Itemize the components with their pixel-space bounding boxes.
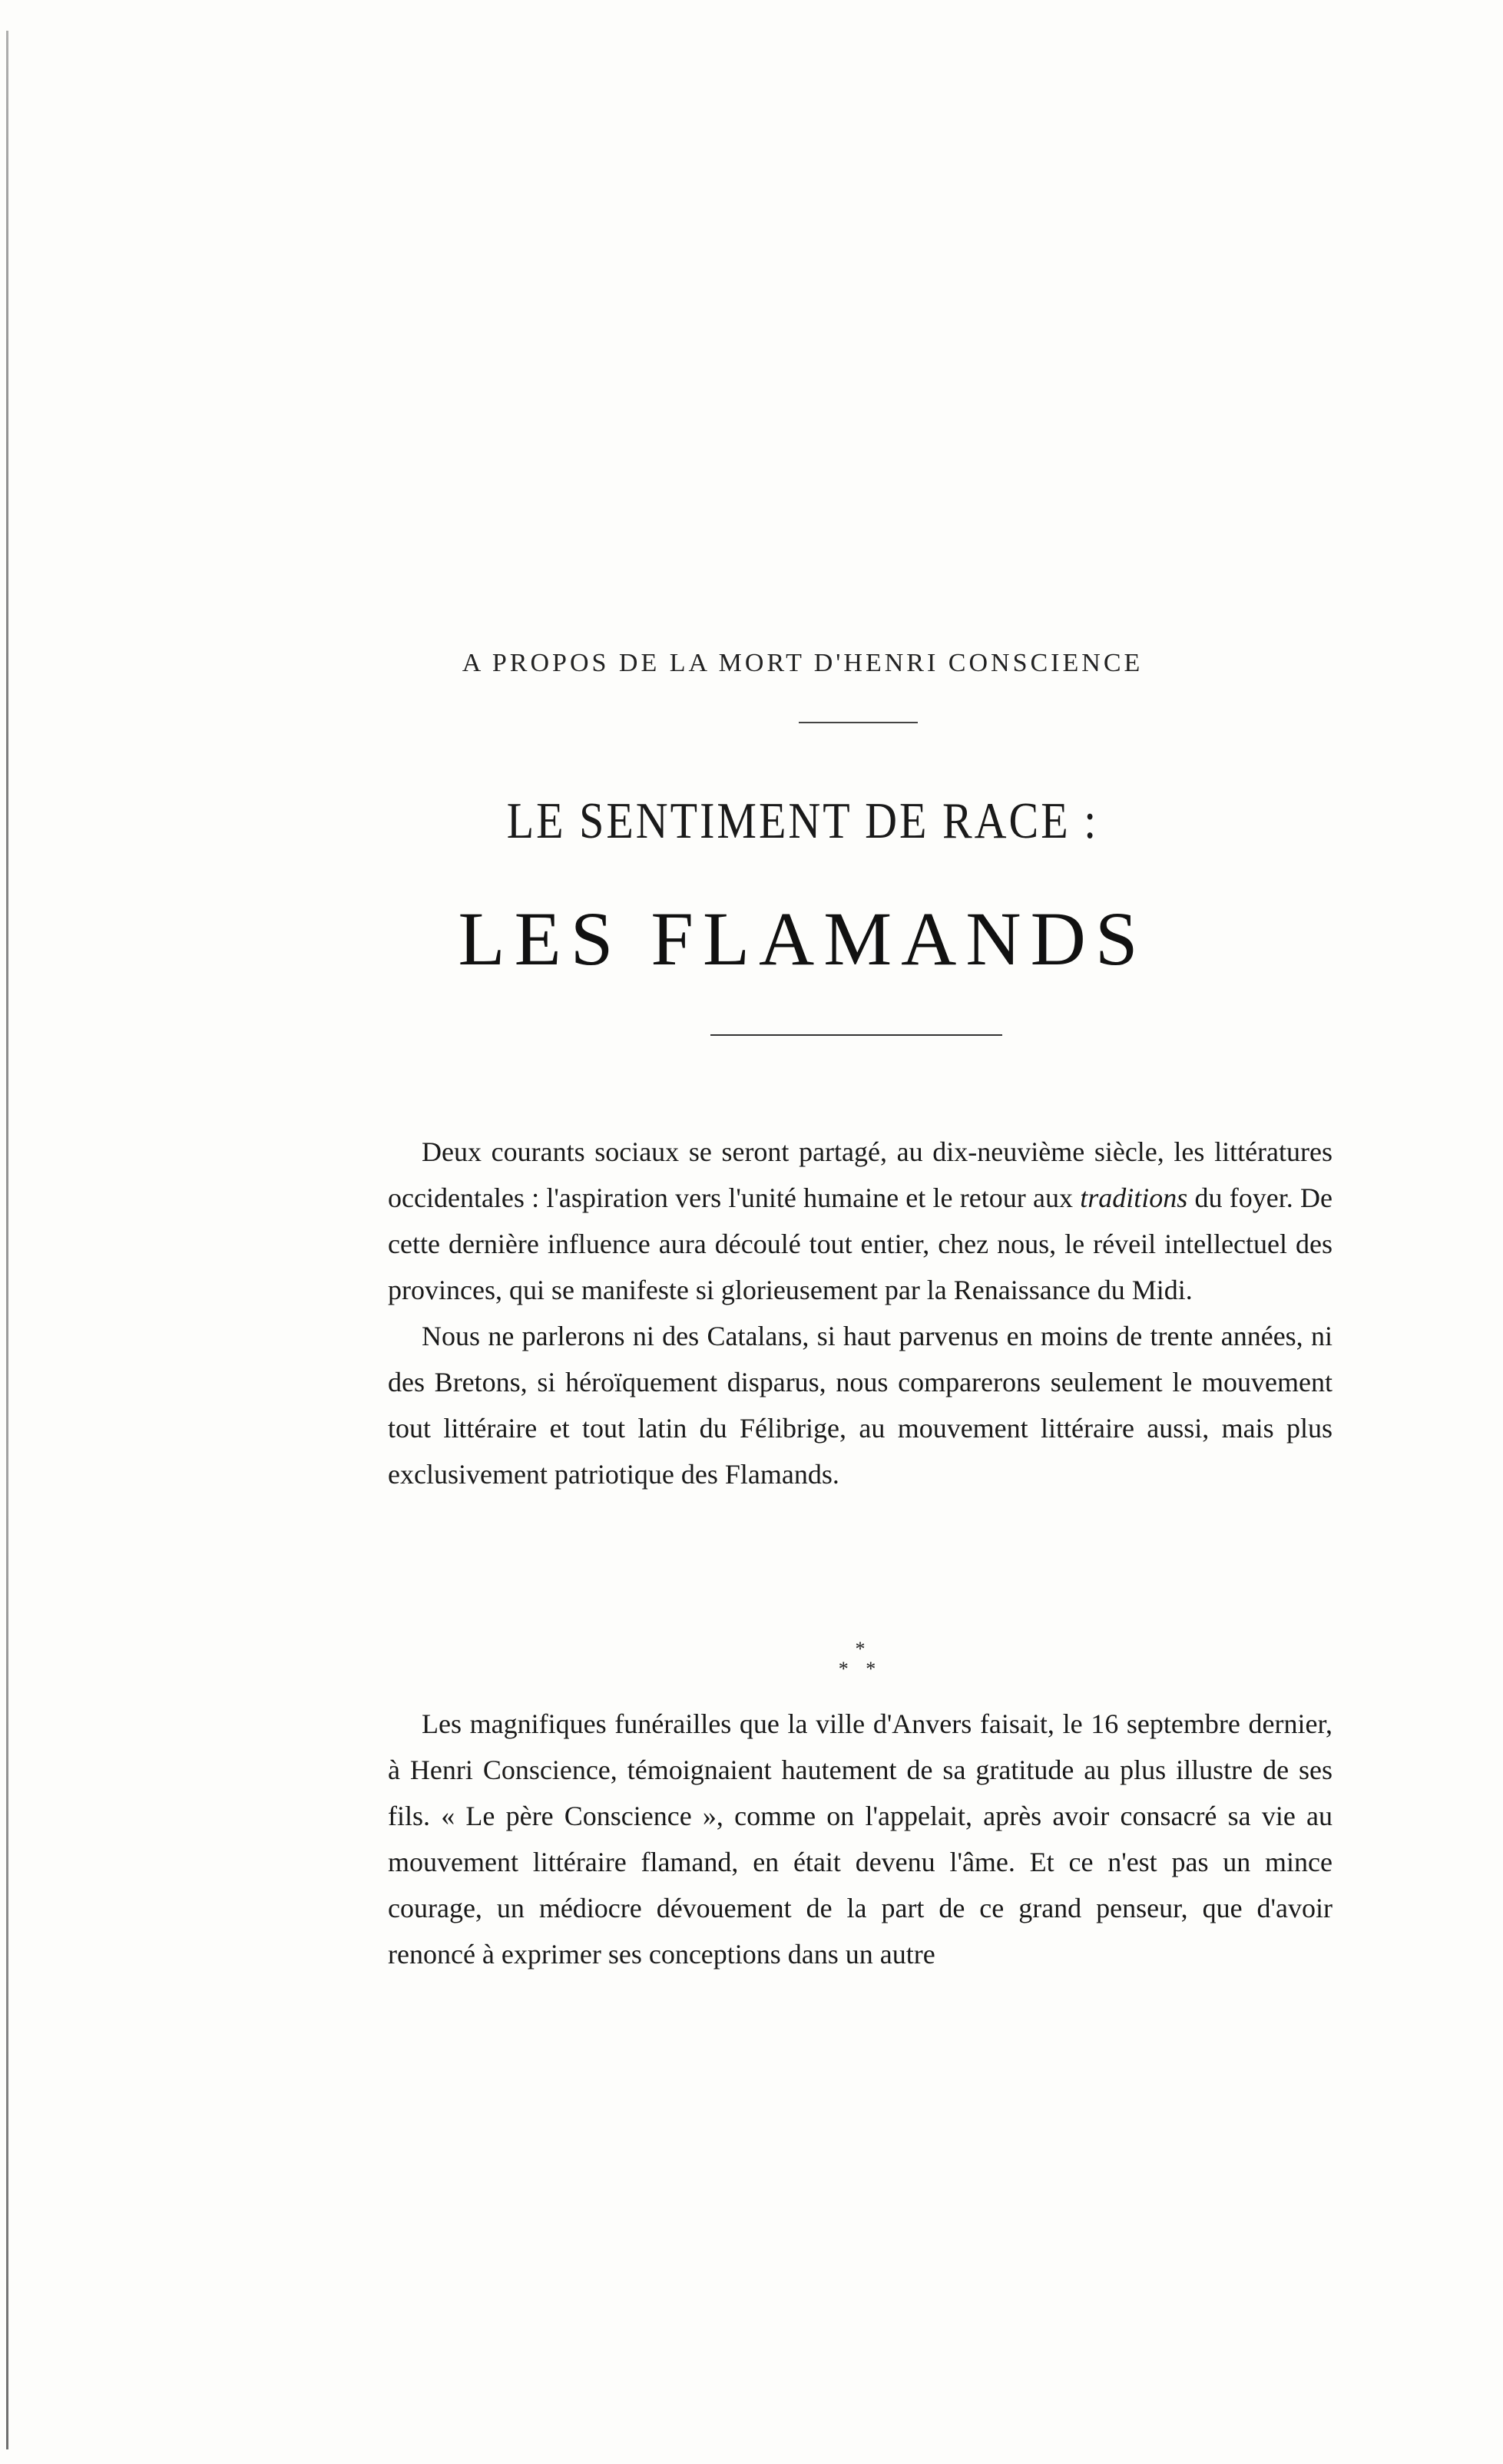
long-rule-divider bbox=[710, 1034, 1002, 1036]
paragraph-3: Les magnifiques funérailles que la ville d'Anvers faisait, le 16 septembre dernier, à Henri Conscience, témoignaient hautement de sa gratitude au plus illustre de ses fils. « Le père Conscience », comme on l'appelait, après avoir consacré sa vie au mouvement littéraire flamand, en était devenu l'âme. Et ce n'est pas un mince courage, un médiocre dévouement de la part de ce grand penseur, que d'avoir renoncé à exprimer ses conceptions dans un autre bbox=[388, 1708, 1333, 1970]
asterism-bottom: * * bbox=[838, 1658, 882, 1680]
paragraph-1-text-b: du foyer. De cette dernière influence aura découlé tout entier, chez nous, le réveil intellectuel des provinces, qui se manifeste si glorieusement par la Renaissance du Midi. bbox=[388, 1182, 1333, 1305]
binding-edge bbox=[6, 31, 8, 2449]
asterism bbox=[822, 1639, 899, 1679]
paragraph-1-text-a: Deux courants sociaux se seront partagé, au dix-neuvième siècle, les littératures occidentales : l'aspiration vers l'unité humaine et le retour aux bbox=[388, 1136, 1333, 1213]
paragraph-1 bbox=[388, 1129, 1333, 1313]
short-rule-divider bbox=[799, 722, 918, 723]
chapter-subtitle: LE SENTIMENT DE RACE : bbox=[506, 792, 1099, 849]
chapter-overline: A PROPOS DE LA MORT D'HENRI CONSCIENCE bbox=[462, 649, 1144, 677]
section-two bbox=[388, 1701, 1333, 1977]
section-one bbox=[388, 1129, 1333, 1497]
paragraph-1-italic: traditions bbox=[1080, 1182, 1188, 1213]
paragraph-2: Nous ne parlerons ni des Catalans, si haut parvenus en moins de trente années, ni des Bretons, si héroïquement disparus, nous comparerons seulement le mouvement tout littéraire et tout latin du Félibrige, au mouvement littéraire aussi, mais plus exclusivement patriotique des Flamands. bbox=[388, 1321, 1333, 1490]
asterism-top: * bbox=[855, 1638, 866, 1660]
chapter-title: LES FLAMANDS bbox=[458, 896, 1147, 981]
